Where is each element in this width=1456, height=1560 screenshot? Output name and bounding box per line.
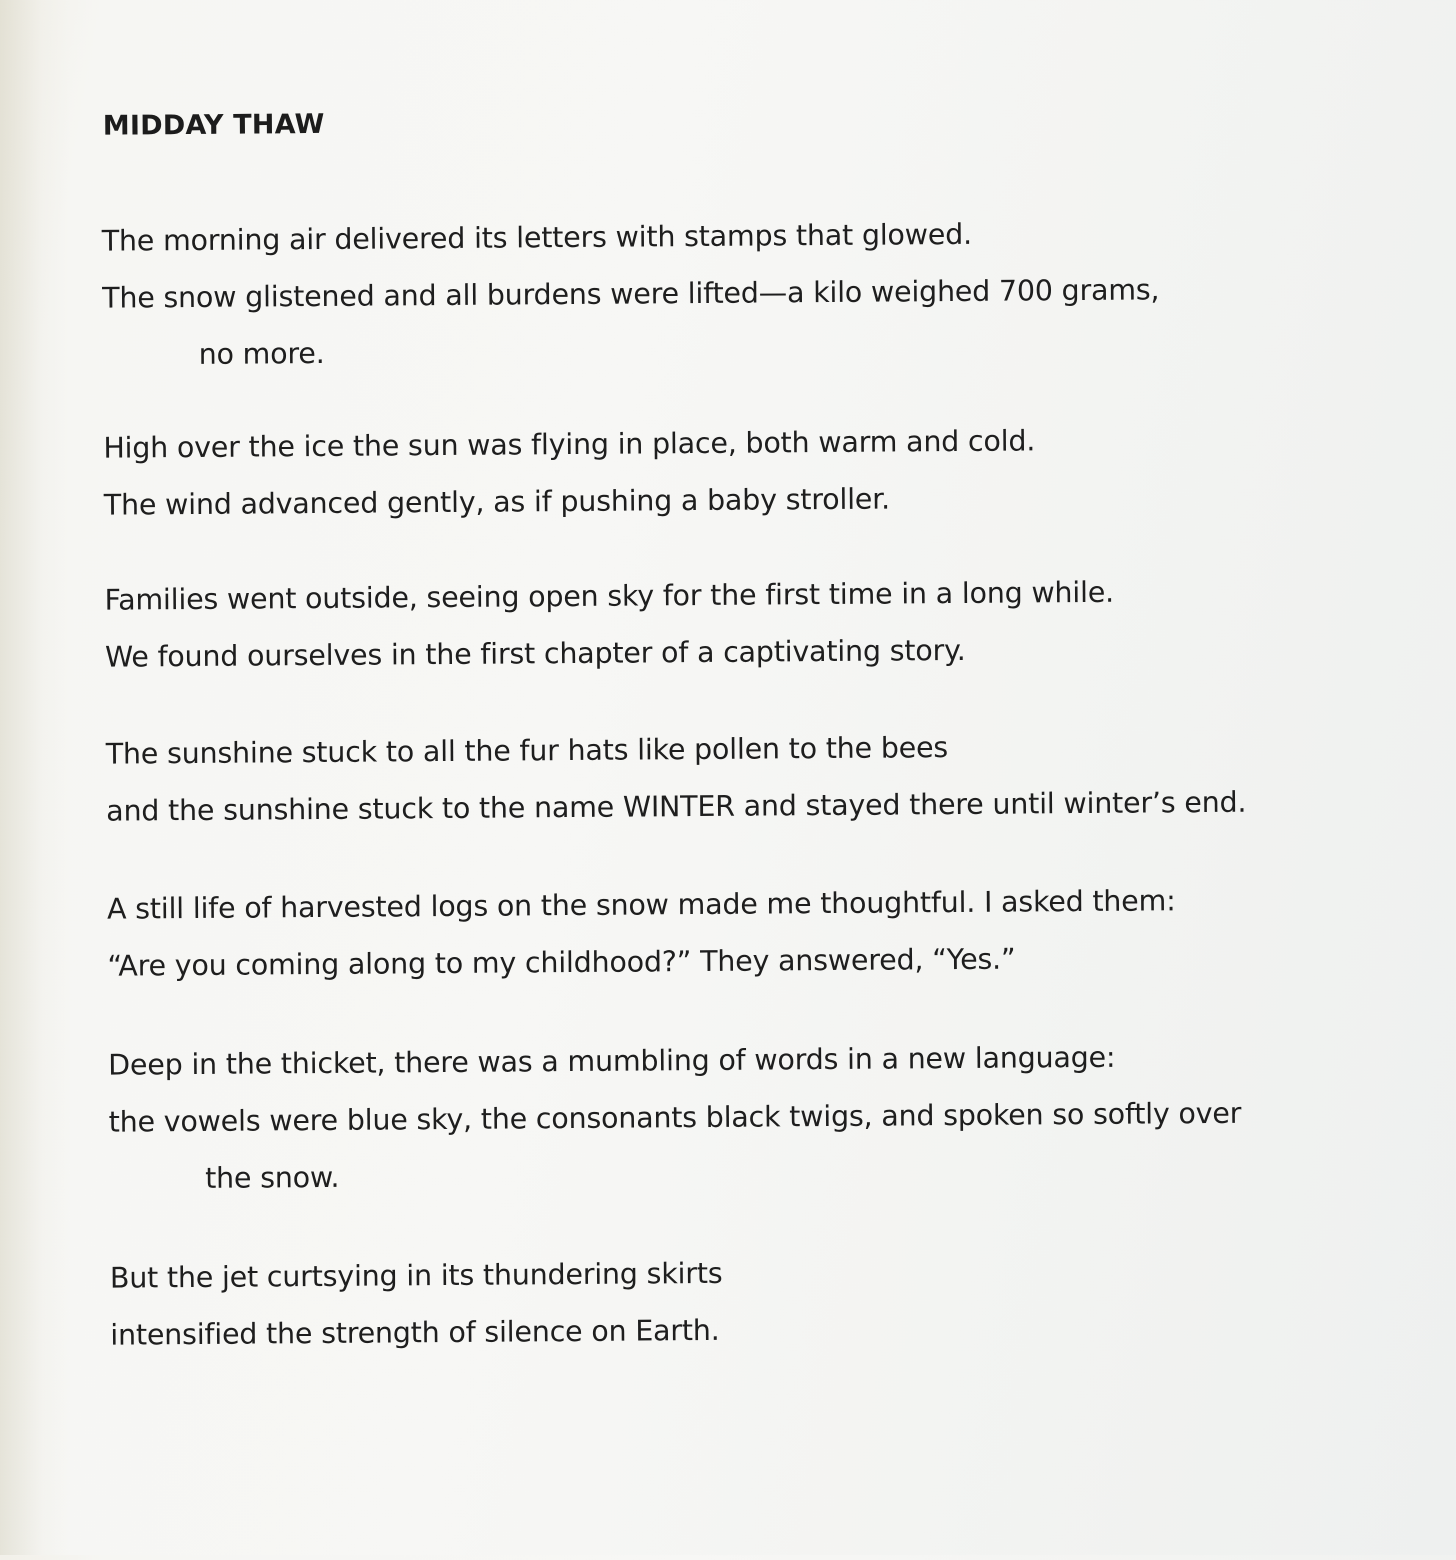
poem-line: The snow glistened and all burdens were lifted—a kilo weighed 700 grams, [102,273,1160,315]
poem-line: The sunshine stuck to all the fur hats like pollen to the bees [105,731,949,771]
poem-line: intensified the strength of silence on Earth. [110,1313,720,1352]
poem-line: Deep in the thicket, there was a mumbling of words in a new language: [108,1040,1116,1082]
poem-line: But the jet curtsying in its thundering skirts [109,1256,723,1295]
poem-line: and the sunshine stuck to the name WINTER and stayed there until winter’s end. [106,785,1247,828]
stanza-2 [103,412,1036,533]
poem-line: The wind advanced gently, as if pushing a baby stroller. [103,482,891,522]
poem-line: the vowels were blue sky, the consonants black twigs, and spoken so softly over [108,1096,1242,1139]
stanza-5 [107,872,1176,994]
poem-line: Families went outside, seeing open sky for the first time in a long while. [104,575,1115,617]
stanza-6 [108,1028,1242,1208]
poem-line-continuation: no more. [198,336,325,371]
poem-line: “Are you coming along to my childhood?” They answered, “Yes.” [107,942,1016,983]
poem-line: High over the ice the sun was flying in place, both warm and cold. [103,424,1036,465]
stanza-7 [110,1245,723,1364]
poem-title: MIDDAY THAW [102,108,325,142]
poem-line-continuation: the snow. [204,1160,340,1195]
stanza-4 [106,717,1247,840]
poem-line: A still life of harvested logs on the snow made me thoughtful. I asked them: [106,884,1176,926]
poem-line: We found ourselves in the first chapter of a captivating story. [104,633,966,674]
stanza-1 [102,204,1160,383]
stanza-3 [104,564,1114,686]
poem-line: The morning air delivered its letters with stamps that glowed. [101,217,973,258]
